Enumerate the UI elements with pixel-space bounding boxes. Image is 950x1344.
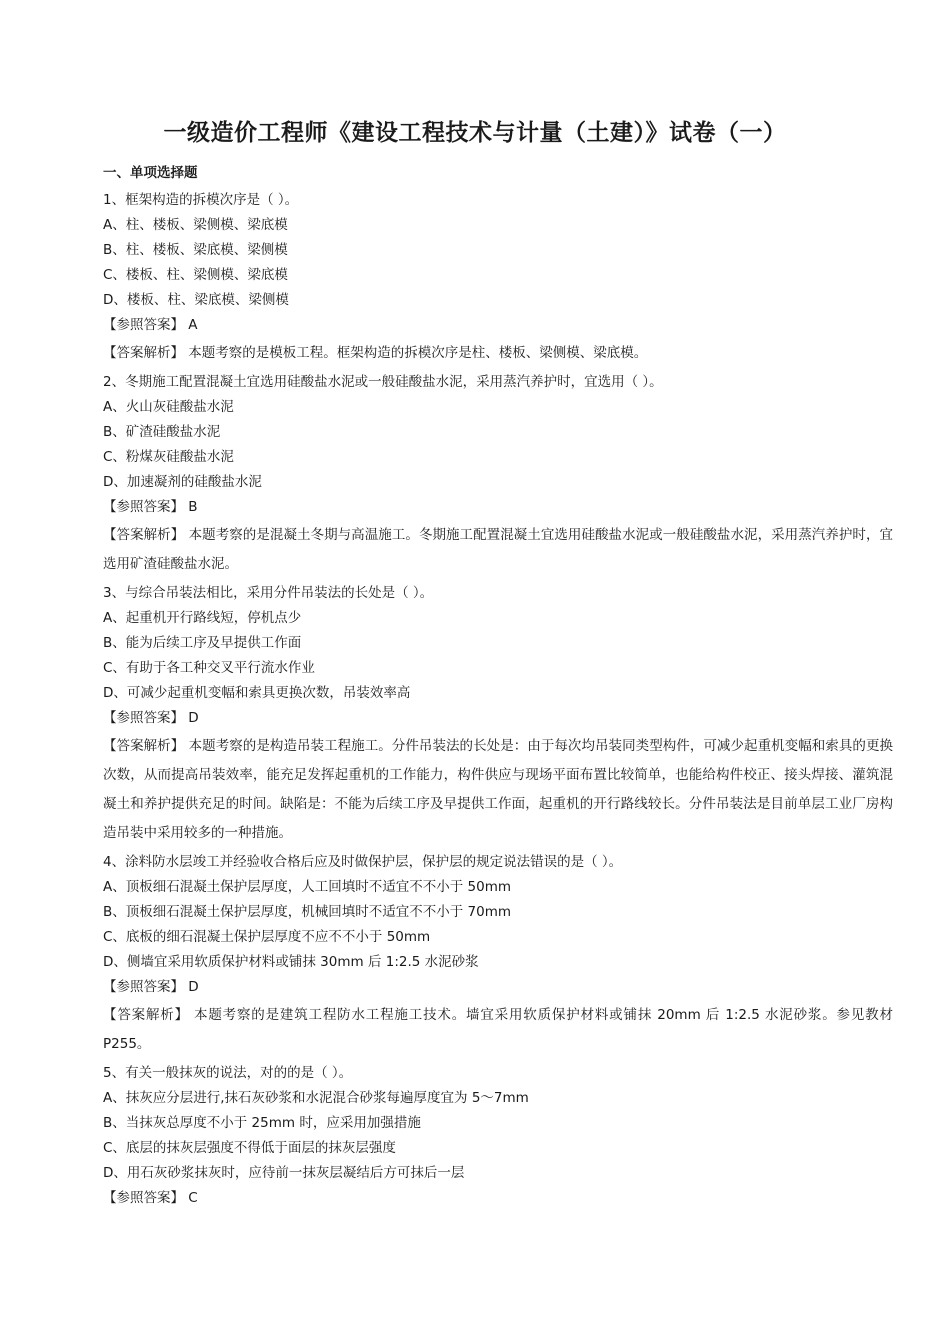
- section-heading: 一、单项选择题: [103, 165, 198, 181]
- page-title: 一级造价工程师《建设工程技术与计量（土建）》试卷（一）: [163, 120, 787, 146]
- option-c: C、底层的抹灰层强度不得低于面层的抹灰层强度: [103, 1140, 396, 1156]
- reference-answer: 【参照答案】 D: [103, 710, 199, 726]
- question-stem: 3、与综合吊装法相比，采用分件吊装法的长处是（ ）。: [103, 585, 434, 601]
- question-5: [103, 1061, 893, 1211]
- option-b: B、当抹灰总厚度不小于 25mm 时，应采用加强措施: [103, 1115, 421, 1131]
- question-list: [103, 161, 893, 1211]
- option-b: B、矿渣硅酸盐水泥: [103, 424, 221, 440]
- reference-answer: 【参照答案】 B: [103, 499, 198, 515]
- option-d: D、楼板、柱、梁底模、梁侧模: [103, 292, 289, 308]
- reference-answer: 【参照答案】 D: [103, 979, 199, 995]
- answer-analysis: 【答案解析】 本题考察的是构造吊装工程施工。分件吊装法的长处是：由于每次均吊装同类型构件，可减少起重机变幅和索具的更换次数，从而提高吊装效率，能充足发挥起重机的工作能力，构件供应与现场平面布置比较简单，也能给构件校正、接头焊接、灌筑混凝土和养护提供充足的时间。缺陷是：不能为后续工序及早提供工作面，起重机的开行路线较长。分件吊装法是目前单层工业厂房构造吊装中采用较多的一种措施。: [103, 738, 893, 841]
- option-c: C、有助于各工种交叉平行流水作业: [103, 660, 315, 676]
- option-a: A、火山灰硅酸盐水泥: [103, 399, 234, 415]
- option-d: D、可减少起重机变幅和索具更换次数，吊装效率高: [103, 685, 411, 701]
- answer-analysis: 【答案解析】 本题考察的是建筑工程防水工程施工技术。墙宜采用软质保护材料或铺抹 20mm 后 1:2.5 水泥砂浆。参见教材 P255。: [103, 1007, 893, 1052]
- option-d: D、侧墙宜采用软质保护材料或铺抹 30mm 后 1:2.5 水泥砂浆: [103, 954, 479, 970]
- option-d: D、用石灰砂浆抹灰时，应待前一抹灰层凝结后方可抹后一层: [103, 1165, 465, 1181]
- option-b: B、柱、楼板、梁底模、梁侧模: [103, 242, 288, 258]
- question-3: [103, 581, 893, 848]
- question-4: [103, 850, 893, 1059]
- question-stem: 1、框架构造的拆模次序是（ ）。: [103, 192, 299, 208]
- option-b: B、能为后续工序及早提供工作面: [103, 635, 302, 651]
- option-a: A、柱、楼板、梁侧模、梁底模: [103, 217, 288, 233]
- option-d: D、加速凝剂的硅酸盐水泥: [103, 474, 262, 490]
- reference-answer: 【参照答案】 A: [103, 317, 198, 333]
- answer-analysis: 【答案解析】 本题考察的是混凝土冬期与高温施工。冬期施工配置混凝土宜选用硅酸盐水泥或一般硅酸盐水泥，采用蒸汽养护时，宜选用矿渣硅酸盐水泥。: [103, 527, 893, 572]
- question-1: [103, 188, 893, 368]
- option-a: A、顶板细石混凝土保护层厚度，人工回填时不适宜不不小于 50mm: [103, 879, 512, 895]
- option-c: C、楼板、柱、梁侧模、梁底模: [103, 267, 288, 283]
- reference-answer: 【参照答案】 C: [103, 1190, 198, 1206]
- answer-analysis: 【答案解析】 本题考察的是模板工程。框架构造的拆模次序是柱、楼板、梁侧模、梁底模。: [103, 345, 648, 361]
- option-a: A、抹灰应分层进行,抹石灰砂浆和水泥混合砂浆每遍厚度宜为 5～7mm: [103, 1090, 529, 1106]
- question-2: [103, 370, 893, 579]
- question-stem: 5、有关一般抹灰的说法，对的的是（ ）。: [103, 1065, 353, 1081]
- question-stem: 4、涂料防水层竣工并经验收合格后应及时做保护层，保护层的规定说法错误的是（ ）。: [103, 854, 623, 870]
- option-a: A、起重机开行路线短，停机点少: [103, 610, 302, 626]
- option-b: B、顶板细石混凝土保护层厚度，机械回填时不适宜不不小于 70mm: [103, 904, 512, 920]
- option-c: C、粉煤灰硅酸盐水泥: [103, 449, 234, 465]
- question-stem: 2、冬期施工配置混凝土宜选用硅酸盐水泥或一般硅酸盐水泥，采用蒸汽养护时，宜选用（ ）。: [103, 374, 663, 390]
- option-c: C、底板的细石混凝土保护层厚度不应不不小于 50mm: [103, 929, 431, 945]
